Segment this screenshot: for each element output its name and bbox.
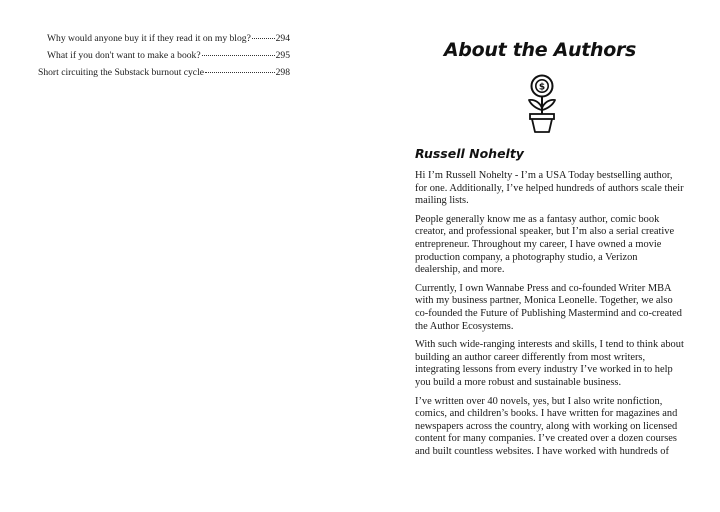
right-page bbox=[360, 0, 720, 512]
toc-entry-page: 295 bbox=[275, 50, 290, 61]
toc-entry-page: 298 bbox=[275, 67, 290, 78]
toc-leader-dots bbox=[202, 46, 275, 56]
author-bio bbox=[415, 170, 685, 464]
dollar-sign: $ bbox=[538, 82, 546, 93]
author-name: Russell Nohelty bbox=[415, 146, 524, 161]
section-heading: About the Authors bbox=[443, 39, 637, 61]
bio-paragraph: Hi I’m Russell Nohelty - I’m a USA Today bestselling author, for one. Additionally, I’ve helped hundreds of authors scale their mailing lists. bbox=[415, 170, 684, 207]
toc-entry-title: What if you don't want to make a book? bbox=[47, 50, 201, 61]
bio-paragraph: Currently, I own Wannabe Press and co-founded Writer MBA with my business partner, Monica Leonelle. Together, we also co-founded the Future of Publishing Mastermind and co-created the Author Ecosystems. bbox=[415, 282, 682, 332]
bio-paragraph: I’ve written over 40 novels, yes, but I also write nonfiction, comics, and children’s books. I have written for magazines and newspapers across the country, along with working on licensed content for many companies. I’ve created over a dozen courses and built countless websites. I have worked with hundreds of bbox=[415, 395, 678, 457]
toc-entry-page: 294 bbox=[275, 33, 290, 44]
toc-entry-title: Short circuiting the Substack burnout cycle bbox=[38, 67, 204, 78]
toc-entry[interactable] bbox=[47, 31, 290, 45]
toc-entry[interactable] bbox=[38, 65, 290, 79]
bio-paragraph: With such wide-ranging interests and skills, I tend to think about building an author career differently from most writers, integrating lessons from every industry I’ve worked in to help you build a more robust and sustainable business. bbox=[415, 339, 684, 388]
toc-entry[interactable] bbox=[47, 48, 290, 62]
toc-entry-title: Why would anyone buy it if they read it on my blog? bbox=[47, 33, 251, 44]
bio-paragraph: People generally know me as a fantasy author, comic book creator, and professional speaker, but I’m also a serial creative entrepreneur. Throughout my career, I have owned a movie production company, a photography studio, a Verizon dealership, and more. bbox=[415, 213, 675, 276]
toc-leader-dots bbox=[252, 29, 275, 39]
toc-leader-dots bbox=[205, 63, 275, 73]
money-plant-icon bbox=[524, 74, 560, 134]
